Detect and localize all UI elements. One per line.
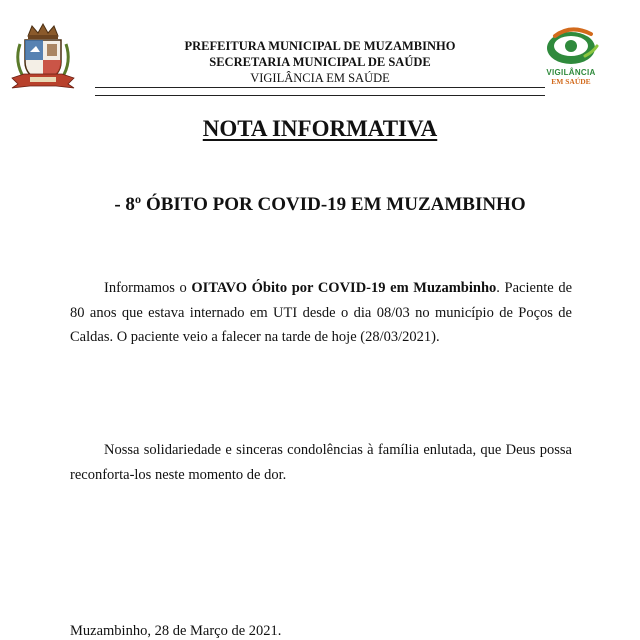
vigilancia-line: VIGILÂNCIA EM SAÚDE xyxy=(250,71,390,85)
date-signoff: Muzambinho, 28 de Março de 2021. xyxy=(70,623,282,639)
secretaria-line: SECRETARIA MUNICIPAL DE SAÚDE xyxy=(209,55,431,69)
paragraph-announcement xyxy=(70,276,572,350)
vigilancia-logo-sub: EM SAÚDE xyxy=(551,77,591,86)
announcement-intro: Informamos o xyxy=(104,280,192,296)
paragraph-condolences: Nossa solidariedade e sinceras condolências à família enlutada, que Deus possa reconforta-los neste momento de dor. xyxy=(70,442,572,483)
page-title: NOTA INFORMATIVA xyxy=(202,116,438,141)
municipal-coat-of-arms-icon xyxy=(10,22,76,90)
vigilancia-em-saude-logo xyxy=(536,26,606,92)
vigilancia-logo-name: VIGILÂNCIA xyxy=(546,68,596,77)
announcement-bold: OITAVO Óbito por COVID-19 em Muzambinho xyxy=(191,280,497,296)
announcement-rest: . Paciente de 80 anos que estava internado em UTI desde o dia 08/03 no município de Poços de Caldas. O paciente veio a falecer na tarde de hoje (28/03/2021). xyxy=(70,280,572,345)
notice-subtitle: - 8º ÓBITO POR COVID-19 EM MUZAMBINHO xyxy=(114,194,526,215)
vigilancia-em-saude-logo-icon xyxy=(541,26,601,66)
prefeitura-line: PREFEITURA MUNICIPAL DE MUZAMBINHO xyxy=(184,39,456,53)
header-divider xyxy=(95,87,545,96)
letterhead xyxy=(120,38,520,86)
